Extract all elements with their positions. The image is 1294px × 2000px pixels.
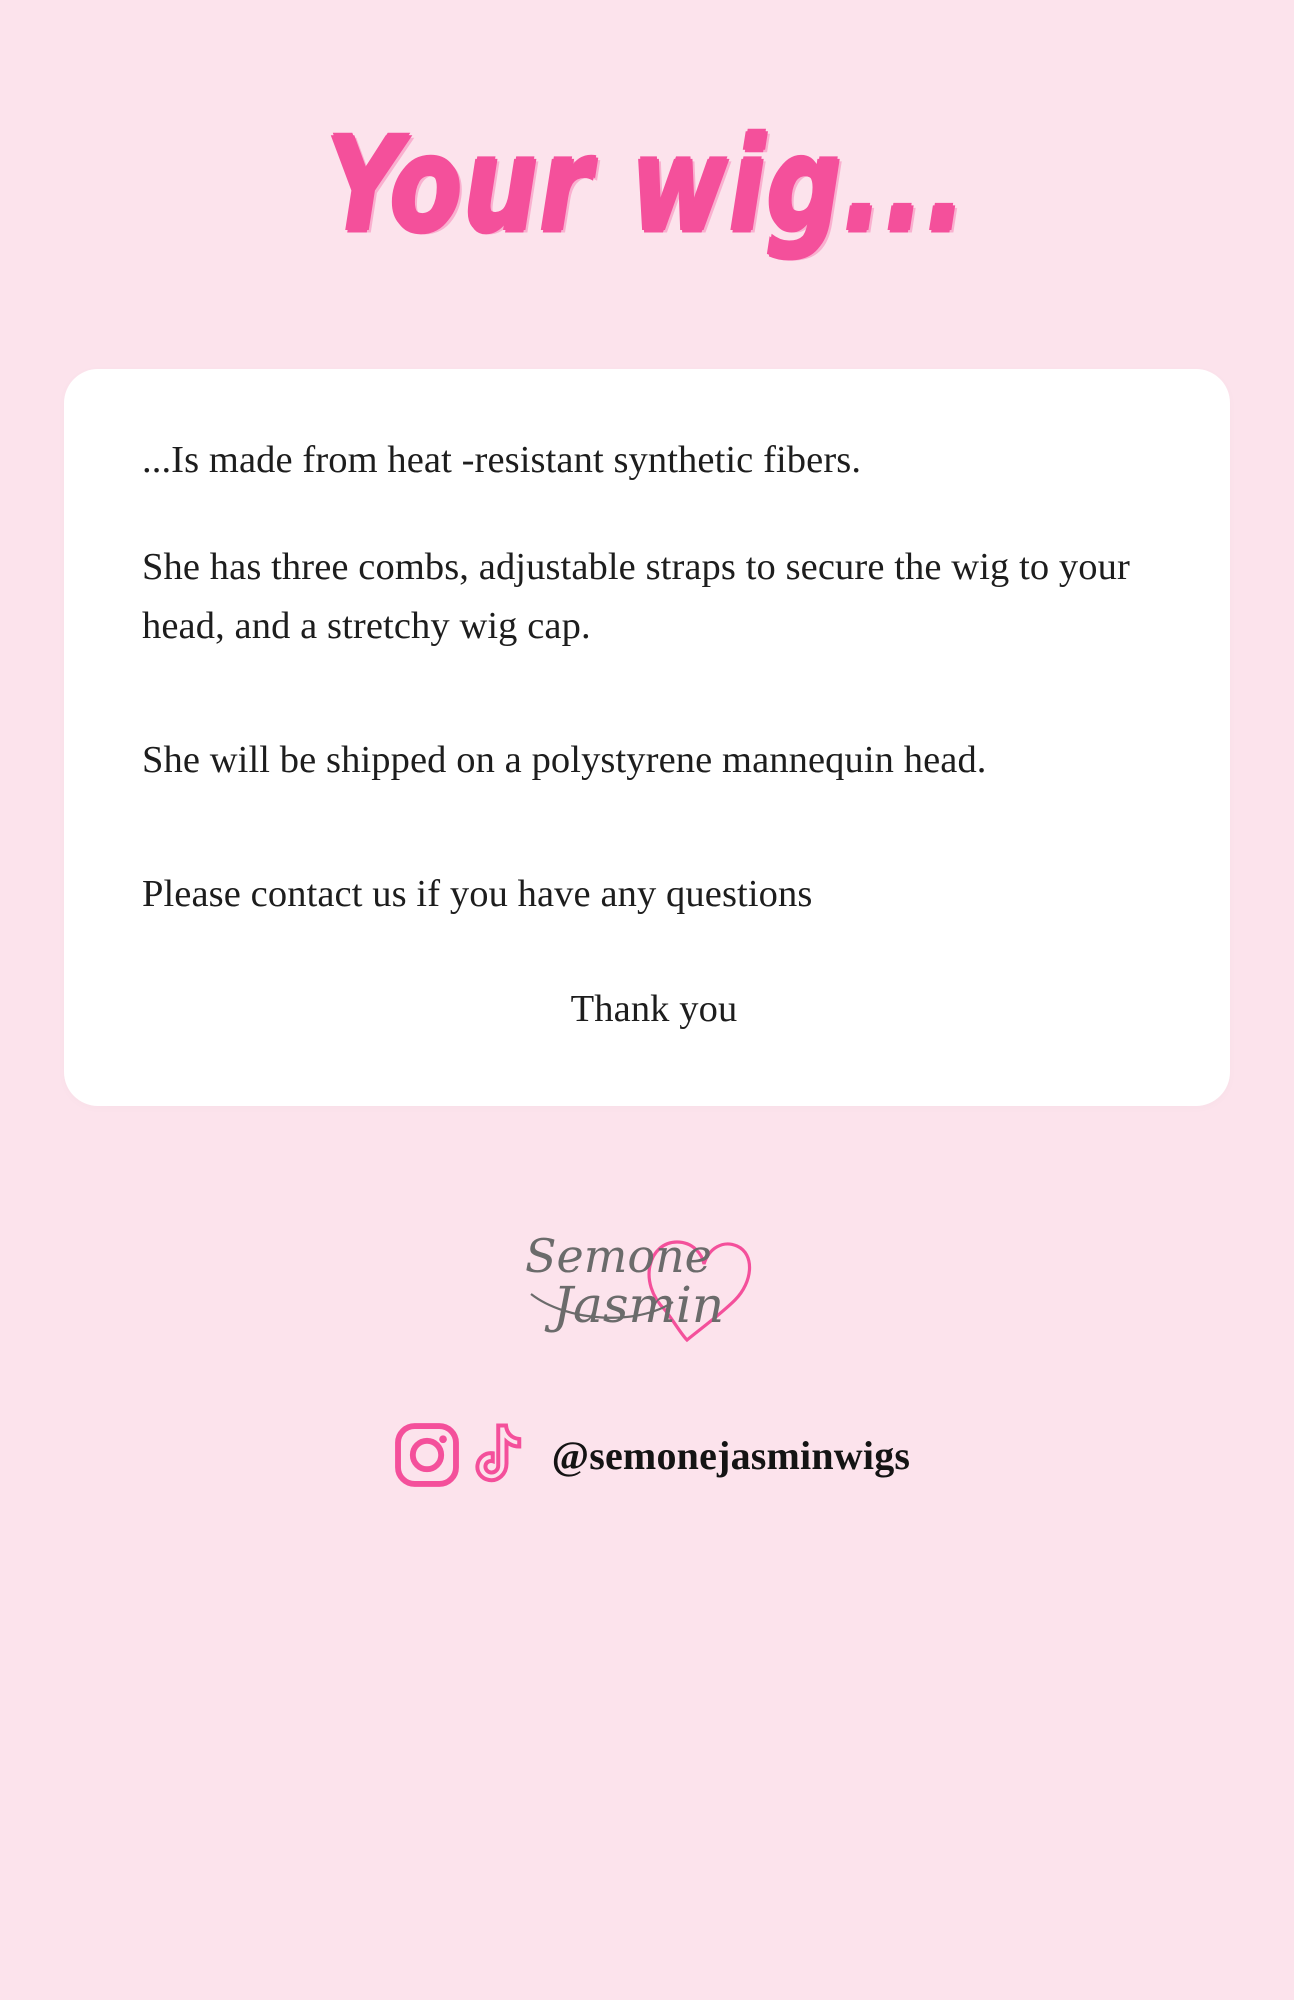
instagram-icon[interactable] [390,1418,464,1492]
page-title: Your wig... [326,108,968,262]
tiktok-icon[interactable] [470,1418,530,1492]
social-icon-group [390,1418,530,1492]
card-line-3: She will be shipped on a polystyrene mannequin head. [142,739,987,782]
card-line-2: She has three combs, adjustable straps to secure the wig to your head, and a stretchy wig cap. [142,545,1130,648]
contact-note: Please contact us if you have any questions [142,872,813,915]
info-card [64,369,1230,1106]
signature-logo-icon [497,1198,797,1348]
signature-line-2: Jasmin [553,1276,725,1335]
brand-signature [0,1198,1294,1348]
card-line-1: ...Is made from heat -resistant synthetic fibers. [142,439,862,481]
social-handle[interactable]: @semonejasminwigs [551,1432,911,1478]
social-row [0,1418,1294,1492]
thank-you-text: Thank you [570,988,738,1031]
signature-line-1: Semone [525,1229,712,1284]
